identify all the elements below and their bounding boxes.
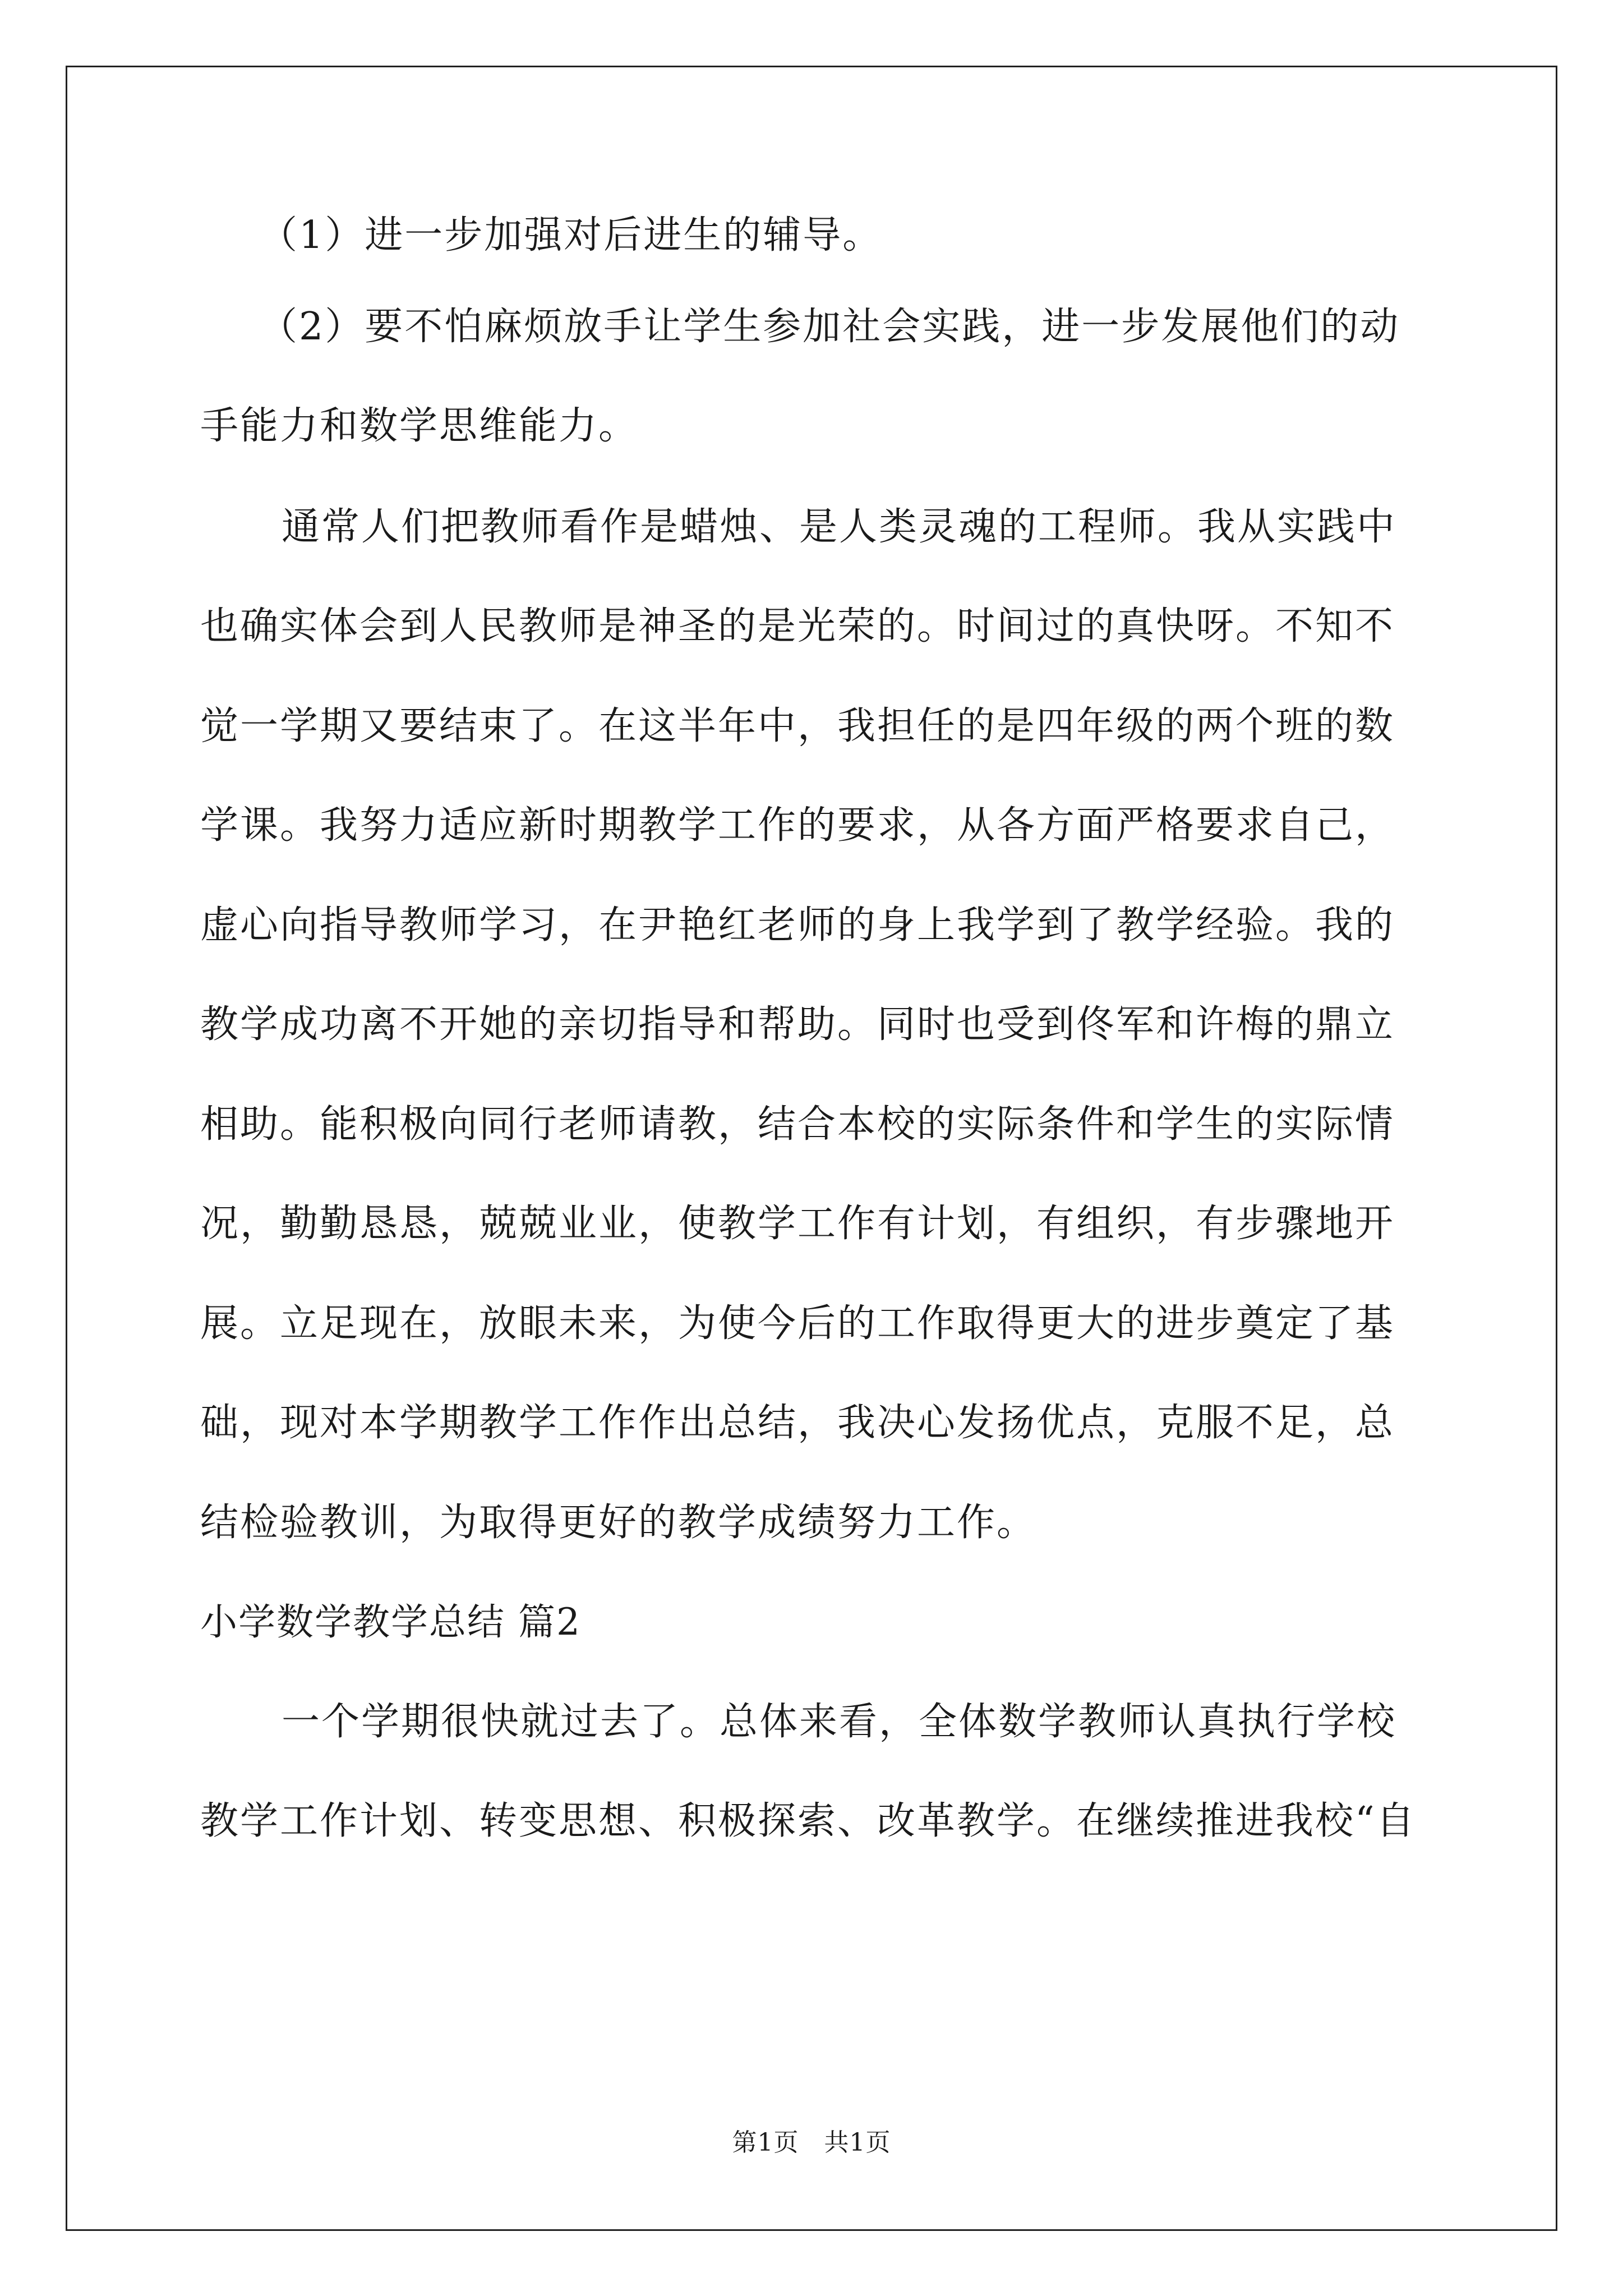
paragraph-line: 觉一学期又要结束了。在这半年中，我担任的是四年级的两个班的数 <box>200 704 1395 748</box>
page-number-footer: 第1页 共1页 <box>732 2128 891 2157</box>
paragraph-line: 虚心向指导教师学习，在尹艳红老师的身上我学到了教学经验。我的 <box>200 903 1395 947</box>
paragraph-line: 通常人们把教师看作是蜡烛、是人类灵魂的工程师。我从实践中 <box>282 505 1397 549</box>
paragraph-line: 础，现对本学期教学工作作出总结，我决心发扬优点，克服不足，总 <box>200 1401 1395 1445</box>
paragraph-line: 况，勤勤恳恳，兢兢业业，使教学工作有计划，有组织，有步骤地开 <box>200 1202 1395 1246</box>
paragraph-line: 学课。我努力适应新时期教学工作的要求，从各方面严格要求自己， <box>200 803 1395 848</box>
paragraph-line: 也确实体会到人民教师是神圣的是光荣的。时间过的真快呀。不知不 <box>200 604 1395 648</box>
paragraph-line: 相助。能积极向同行老师请教，结合本校的实际条件和学生的实际情 <box>200 1102 1395 1147</box>
paragraph-line: 教学成功离不开她的亲切指导和帮助。同时也受到佟军和许梅的鼎立 <box>200 1002 1395 1047</box>
paragraph-line: 手能力和数学思维能力。 <box>200 404 639 448</box>
paragraph-line: 结检验教训，为取得更好的教学成绩努力工作。 <box>200 1501 1037 1545</box>
paragraph-line: （2）要不怕麻烦放手让学生参加社会实践，进一步发展他们的动 <box>259 305 1400 349</box>
section-heading: 小学数学教学总结 篇2 <box>200 1600 581 1644</box>
page-border <box>66 66 1557 2231</box>
paragraph-line: 展。立足现在，放眼未来，为使今后的工作取得更大的进步奠定了基 <box>200 1301 1395 1346</box>
paragraph-line: （1）进一步加强对后进生的辅导。 <box>259 213 883 257</box>
paragraph-line: 一个学期很快就过去了。总体来看，全体数学教师认真执行学校 <box>282 1700 1397 1744</box>
paragraph-line: 教学工作计划、转变思想、积极探索、改革教学。在继续推进我校“自 <box>200 1799 1416 1843</box>
